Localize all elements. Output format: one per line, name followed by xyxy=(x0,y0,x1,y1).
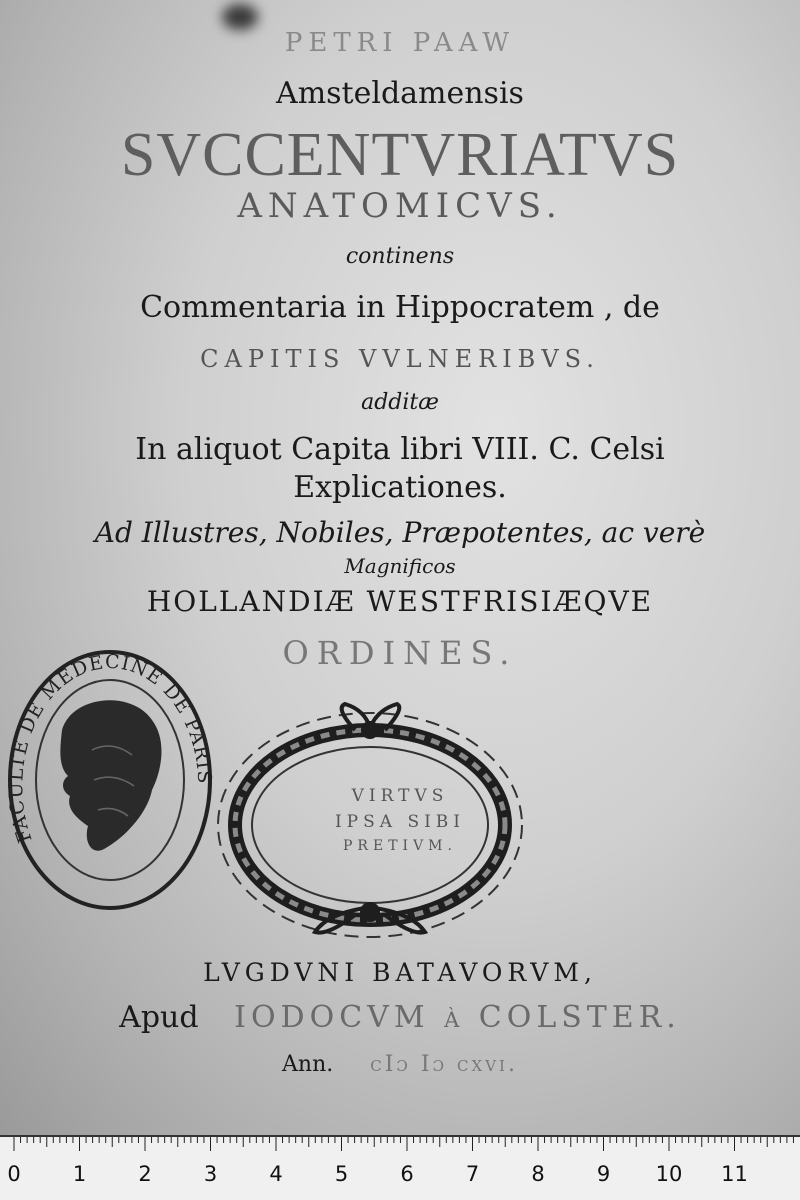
explicationes-text: Explicationes. xyxy=(293,470,507,505)
author-origin: Amsteldamensis xyxy=(276,76,524,111)
motto-line-2: IPSA SIBI xyxy=(334,812,466,832)
ink-blot xyxy=(222,4,258,30)
ruler-number: 10 xyxy=(655,1162,683,1186)
imprint-year: cIɔ Iɔ cxvi. xyxy=(370,1052,518,1077)
ruler-scale xyxy=(0,1137,800,1200)
ruler-number: 11 xyxy=(721,1162,748,1186)
ruler-number: 9 xyxy=(596,1162,611,1186)
ordines-text: ORDINES. xyxy=(282,634,518,672)
motto-line-1: VIRTVS xyxy=(351,786,449,806)
ruler-number: 3 xyxy=(203,1162,218,1186)
author-name: PETRI PAAW xyxy=(284,28,516,58)
ruler-number: 8 xyxy=(531,1162,545,1186)
ruler-number: 4 xyxy=(269,1162,283,1186)
ruler-number: 6 xyxy=(400,1162,414,1186)
imprint-printer-line xyxy=(0,1000,800,1035)
ruler-number: 0 xyxy=(7,1162,21,1186)
library-stamp xyxy=(2,640,217,910)
ruler-number: 5 xyxy=(334,1162,349,1186)
book-subtitle: ANATOMICVS. xyxy=(237,186,563,226)
imprint-printer: IODOCVM à COLSTER. xyxy=(234,1000,681,1035)
imprint-ann: Ann. xyxy=(282,1052,334,1077)
ruler-number: 7 xyxy=(465,1162,480,1186)
imprint-place: LVGDVNI BATAVORVM, xyxy=(203,958,597,987)
hollandiae-text: HOLLANDIÆ WESTFRISIÆQVE xyxy=(146,585,654,618)
capitis-text: CAPITIS VVLNERIBVS. xyxy=(200,345,600,373)
additae-text: additæ xyxy=(361,390,439,415)
book-title: SVCCENTVRIATVS xyxy=(120,121,680,189)
ruler-number: 2 xyxy=(138,1162,152,1186)
dedication-line-1: Ad Illustres, Nobiles, Præpotentes, ac verè xyxy=(94,516,706,549)
commentaria-text: Commentaria in Hippocratem , de xyxy=(140,290,660,325)
measurement-ruler xyxy=(0,1135,800,1200)
in-aliquot-text: In aliquot Capita libri VIII. C. Celsi xyxy=(135,432,665,467)
ruler-number: 1 xyxy=(72,1162,87,1186)
dedication-line-2: Magnificos xyxy=(344,554,456,578)
stamp-text-path: FACULTE DE MEDECINE DE PARIS xyxy=(5,650,216,846)
imprint-date-line xyxy=(0,1052,800,1077)
imprint-apud: Apud xyxy=(119,1000,199,1035)
continens-text: continens xyxy=(345,244,455,269)
motto-line-3: PRETIVM. xyxy=(343,838,457,854)
ribbon-bow-bottom-icon xyxy=(315,904,425,933)
